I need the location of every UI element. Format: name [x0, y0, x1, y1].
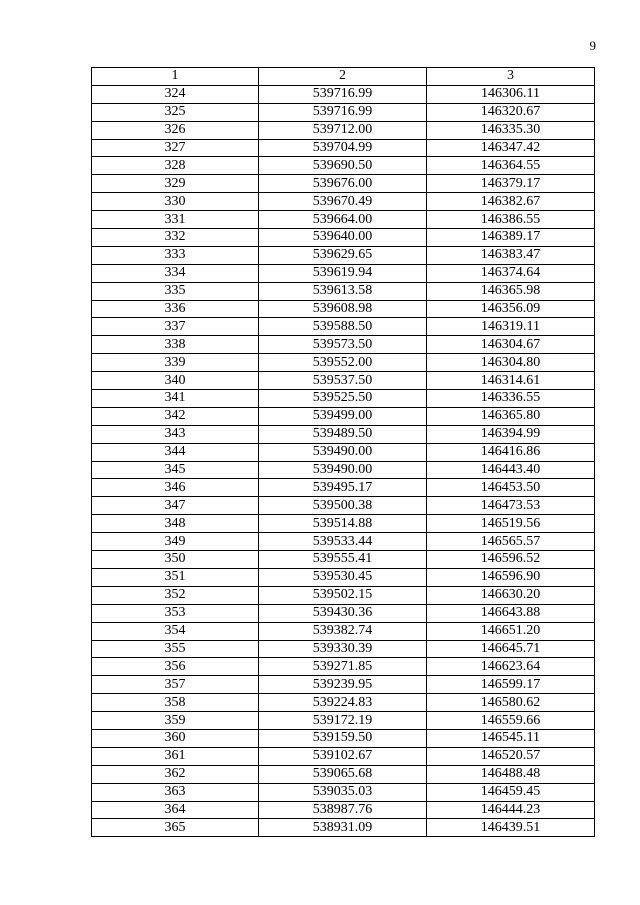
point-number-cell: 329 — [92, 175, 259, 193]
x-coordinate-cell: 539613.58 — [259, 282, 427, 300]
x-coordinate-cell: 539330.39 — [259, 640, 427, 658]
point-number-cell: 353 — [92, 604, 259, 622]
x-coordinate-cell: 539382.74 — [259, 622, 427, 640]
y-coordinate-cell: 146643.88 — [427, 604, 595, 622]
point-number-cell: 339 — [92, 354, 259, 372]
table-row — [92, 264, 595, 282]
x-coordinate-cell: 539640.00 — [259, 229, 427, 247]
y-coordinate-cell: 146336.55 — [427, 390, 595, 408]
x-coordinate-cell: 539588.50 — [259, 318, 427, 336]
y-coordinate-cell: 146651.20 — [427, 622, 595, 640]
table-row — [92, 783, 595, 801]
table-row — [92, 533, 595, 551]
table-row — [92, 407, 595, 425]
y-coordinate-cell: 146473.53 — [427, 497, 595, 515]
x-coordinate-cell: 539271.85 — [259, 658, 427, 676]
point-number-cell: 324 — [92, 85, 259, 103]
point-number-cell: 334 — [92, 264, 259, 282]
point-number-cell: 357 — [92, 676, 259, 694]
x-coordinate-cell: 539716.99 — [259, 103, 427, 121]
y-coordinate-cell: 146443.40 — [427, 461, 595, 479]
y-coordinate-cell: 146459.45 — [427, 783, 595, 801]
y-coordinate-cell: 146439.51 — [427, 819, 595, 837]
x-coordinate-cell: 539530.45 — [259, 568, 427, 586]
point-number-cell: 328 — [92, 157, 259, 175]
point-number-cell: 349 — [92, 533, 259, 551]
table-row — [92, 425, 595, 443]
x-coordinate-cell: 539552.00 — [259, 354, 427, 372]
x-coordinate-cell: 539490.00 — [259, 443, 427, 461]
table-row — [92, 497, 595, 515]
table-row — [92, 586, 595, 604]
table-row — [92, 694, 595, 712]
point-number-cell: 350 — [92, 551, 259, 569]
table-row — [92, 443, 595, 461]
x-coordinate-cell: 539537.50 — [259, 372, 427, 390]
y-coordinate-cell: 146365.98 — [427, 282, 595, 300]
x-coordinate-cell: 539502.15 — [259, 586, 427, 604]
x-coordinate-cell: 539102.67 — [259, 747, 427, 765]
point-number-cell: 343 — [92, 425, 259, 443]
point-number-cell: 333 — [92, 246, 259, 264]
table-row — [92, 515, 595, 533]
point-number-cell: 338 — [92, 336, 259, 354]
y-coordinate-cell: 146488.48 — [427, 765, 595, 783]
point-number-cell: 327 — [92, 139, 259, 157]
y-coordinate-cell: 146545.11 — [427, 729, 595, 747]
point-number-cell: 352 — [92, 586, 259, 604]
table-row — [92, 318, 595, 336]
x-coordinate-cell: 539499.00 — [259, 407, 427, 425]
x-coordinate-cell: 539489.50 — [259, 425, 427, 443]
point-number-cell: 348 — [92, 515, 259, 533]
table-row — [92, 300, 595, 318]
y-coordinate-cell: 146386.55 — [427, 211, 595, 229]
y-coordinate-cell: 146565.57 — [427, 533, 595, 551]
table-row — [92, 604, 595, 622]
y-coordinate-cell: 146364.55 — [427, 157, 595, 175]
table-row — [92, 246, 595, 264]
y-coordinate-cell: 146356.09 — [427, 300, 595, 318]
y-coordinate-cell: 146596.52 — [427, 551, 595, 569]
coordinates-table — [91, 67, 595, 837]
y-coordinate-cell: 146383.47 — [427, 246, 595, 264]
point-number-cell: 355 — [92, 640, 259, 658]
point-number-cell: 361 — [92, 747, 259, 765]
column-header-1: 1 — [92, 68, 259, 86]
table-row — [92, 229, 595, 247]
y-coordinate-cell: 146520.57 — [427, 747, 595, 765]
point-number-cell: 344 — [92, 443, 259, 461]
y-coordinate-cell: 146519.56 — [427, 515, 595, 533]
table-row — [92, 139, 595, 157]
x-coordinate-cell: 539716.99 — [259, 85, 427, 103]
x-coordinate-cell: 539159.50 — [259, 729, 427, 747]
x-coordinate-cell: 539035.03 — [259, 783, 427, 801]
table-row — [92, 193, 595, 211]
point-number-cell: 363 — [92, 783, 259, 801]
x-coordinate-cell: 539676.00 — [259, 175, 427, 193]
x-coordinate-cell: 539555.41 — [259, 551, 427, 569]
table-row — [92, 390, 595, 408]
x-coordinate-cell: 539573.50 — [259, 336, 427, 354]
point-number-cell: 360 — [92, 729, 259, 747]
y-coordinate-cell: 146645.71 — [427, 640, 595, 658]
point-number-cell: 335 — [92, 282, 259, 300]
y-coordinate-cell: 146596.90 — [427, 568, 595, 586]
x-coordinate-cell: 538931.09 — [259, 819, 427, 837]
point-number-cell: 362 — [92, 765, 259, 783]
table-row — [92, 658, 595, 676]
point-number-cell: 326 — [92, 121, 259, 139]
y-coordinate-cell: 146347.42 — [427, 139, 595, 157]
point-number-cell: 364 — [92, 801, 259, 819]
x-coordinate-cell: 539533.44 — [259, 533, 427, 551]
table-row — [92, 103, 595, 121]
y-coordinate-cell: 146453.50 — [427, 479, 595, 497]
table-row — [92, 354, 595, 372]
point-number-cell: 336 — [92, 300, 259, 318]
y-coordinate-cell: 146304.67 — [427, 336, 595, 354]
y-coordinate-cell: 146335.30 — [427, 121, 595, 139]
point-number-cell: 325 — [92, 103, 259, 121]
table-body — [92, 85, 595, 836]
x-coordinate-cell: 539619.94 — [259, 264, 427, 282]
point-number-cell: 358 — [92, 694, 259, 712]
point-number-cell: 347 — [92, 497, 259, 515]
y-coordinate-cell: 146365.80 — [427, 407, 595, 425]
point-number-cell: 331 — [92, 211, 259, 229]
table-row — [92, 336, 595, 354]
x-coordinate-cell: 539239.95 — [259, 676, 427, 694]
table-row — [92, 175, 595, 193]
x-coordinate-cell: 539704.99 — [259, 139, 427, 157]
point-number-cell: 354 — [92, 622, 259, 640]
x-coordinate-cell: 539172.19 — [259, 712, 427, 730]
table-row — [92, 729, 595, 747]
x-coordinate-cell: 539500.38 — [259, 497, 427, 515]
y-coordinate-cell: 146416.86 — [427, 443, 595, 461]
table-row — [92, 747, 595, 765]
header-row — [92, 68, 595, 86]
table-row — [92, 461, 595, 479]
table-row — [92, 801, 595, 819]
table-row — [92, 640, 595, 658]
point-number-cell: 351 — [92, 568, 259, 586]
y-coordinate-cell: 146304.80 — [427, 354, 595, 372]
column-header-2: 2 — [259, 68, 427, 86]
x-coordinate-cell: 539490.00 — [259, 461, 427, 479]
x-coordinate-cell: 539690.50 — [259, 157, 427, 175]
y-coordinate-cell: 146374.64 — [427, 264, 595, 282]
y-coordinate-cell: 146630.20 — [427, 586, 595, 604]
table-row — [92, 282, 595, 300]
x-coordinate-cell: 538987.76 — [259, 801, 427, 819]
point-number-cell: 345 — [92, 461, 259, 479]
point-number-cell: 332 — [92, 229, 259, 247]
table-header — [92, 68, 595, 86]
table-row — [92, 211, 595, 229]
table-row — [92, 372, 595, 390]
table-row — [92, 551, 595, 569]
y-coordinate-cell: 146379.17 — [427, 175, 595, 193]
x-coordinate-cell: 539525.50 — [259, 390, 427, 408]
x-coordinate-cell: 539495.17 — [259, 479, 427, 497]
point-number-cell: 359 — [92, 712, 259, 730]
point-number-cell: 330 — [92, 193, 259, 211]
table-row — [92, 622, 595, 640]
x-coordinate-cell: 539065.68 — [259, 765, 427, 783]
x-coordinate-cell: 539514.88 — [259, 515, 427, 533]
x-coordinate-cell: 539629.65 — [259, 246, 427, 264]
table-row — [92, 157, 595, 175]
y-coordinate-cell: 146320.67 — [427, 103, 595, 121]
table-row — [92, 479, 595, 497]
point-number-cell: 342 — [92, 407, 259, 425]
y-coordinate-cell: 146319.11 — [427, 318, 595, 336]
table-row — [92, 121, 595, 139]
table-row — [92, 676, 595, 694]
table-row — [92, 85, 595, 103]
point-number-cell: 365 — [92, 819, 259, 837]
x-coordinate-cell: 539712.00 — [259, 121, 427, 139]
column-header-3: 3 — [427, 68, 595, 86]
table-row — [92, 765, 595, 783]
x-coordinate-cell: 539224.83 — [259, 694, 427, 712]
y-coordinate-cell: 146314.61 — [427, 372, 595, 390]
x-coordinate-cell: 539664.00 — [259, 211, 427, 229]
y-coordinate-cell: 146580.62 — [427, 694, 595, 712]
point-number-cell: 346 — [92, 479, 259, 497]
table-row — [92, 819, 595, 837]
point-number-cell: 341 — [92, 390, 259, 408]
y-coordinate-cell: 146306.11 — [427, 85, 595, 103]
y-coordinate-cell: 146394.99 — [427, 425, 595, 443]
page-number: 9 — [589, 38, 596, 53]
y-coordinate-cell: 146382.67 — [427, 193, 595, 211]
y-coordinate-cell: 146559.66 — [427, 712, 595, 730]
y-coordinate-cell: 146623.64 — [427, 658, 595, 676]
y-coordinate-cell: 146444.23 — [427, 801, 595, 819]
point-number-cell: 356 — [92, 658, 259, 676]
point-number-cell: 340 — [92, 372, 259, 390]
x-coordinate-cell: 539608.98 — [259, 300, 427, 318]
x-coordinate-cell: 539430.36 — [259, 604, 427, 622]
y-coordinate-cell: 146599.17 — [427, 676, 595, 694]
point-number-cell: 337 — [92, 318, 259, 336]
table-row — [92, 712, 595, 730]
x-coordinate-cell: 539670.49 — [259, 193, 427, 211]
table-row — [92, 568, 595, 586]
y-coordinate-cell: 146389.17 — [427, 229, 595, 247]
